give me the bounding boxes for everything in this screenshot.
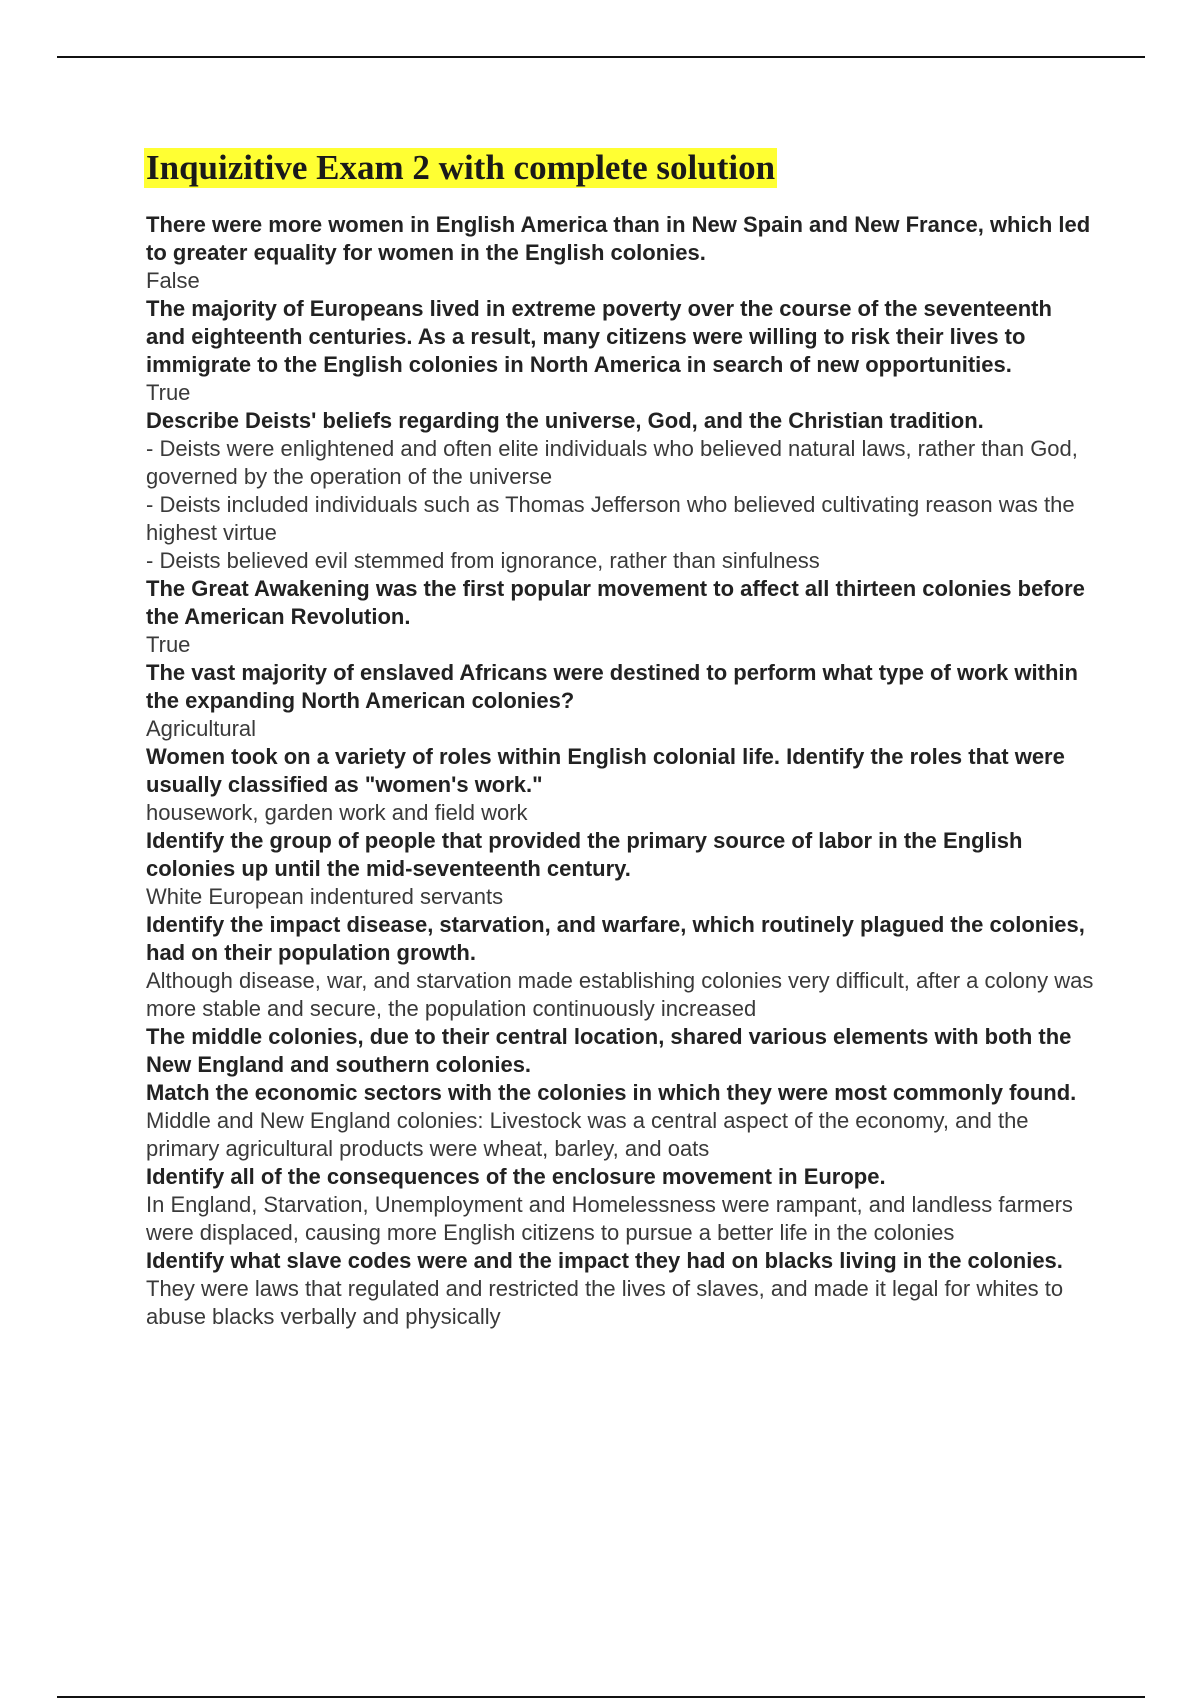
question-text: Women took on a variety of roles within English colonial life. Identify the roles that were usually classified as "women's work." (146, 744, 1065, 797)
answer-text: housework, garden work and field work (146, 800, 528, 825)
answer-text: Middle and New England colonies: Livestock was a central aspect of the economy, and the primary agricultural products were wheat, barley, and oats (146, 1108, 1029, 1161)
answer-text: - Deists believed evil stemmed from ignorance, rather than sinfulness (146, 548, 820, 573)
question-text: Identify all of the consequences of the enclosure movement in Europe. (146, 1164, 886, 1189)
question-text: Match the economic sectors with the colonies in which they were most commonly found. (146, 1080, 1077, 1105)
answer-text: In England, Starvation, Unemployment and Homelessness were rampant, and landless farmers were displaced, causing more English citizens to pursue a better life in the colonies (146, 1192, 1073, 1245)
question-text: Identify the impact disease, starvation, and warfare, which routinely plagued the colonies, had on their population growth. (146, 912, 1085, 965)
qa-list (146, 211, 1096, 1331)
question-text: The middle colonies, due to their central location, shared various elements with both the New England and southern colonies. (146, 1024, 1072, 1077)
answer-text: They were laws that regulated and restricted the lives of slaves, and made it legal for whites to abuse blacks verbally and physically (146, 1276, 1064, 1329)
question-text: Identify what slave codes were and the impact they had on blacks living in the colonies. (146, 1248, 1063, 1273)
question-text: The vast majority of enslaved Africans were destined to perform what type of work within the expanding North American colonies? (146, 660, 1078, 713)
answer-text: White European indentured servants (146, 884, 504, 909)
question-text: Identify the group of people that provided the primary source of labor in the English colonies up until the mid-seventeenth century. (146, 828, 1023, 881)
answer-text: Although disease, war, and starvation made establishing colonies very difficult, after a colony was more stable and secure, the population continuously increased (146, 968, 1094, 1021)
answer-text: Agricultural (146, 716, 257, 741)
document-title: Inquizitive Exam 2 with complete solution (146, 148, 776, 187)
answer-text: True (146, 632, 191, 657)
question-text: Describe Deists' beliefs regarding the universe, God, and the Christian tradition. (146, 408, 984, 433)
document-body (146, 148, 1096, 1331)
answer-text: - Deists included individuals such as Thomas Jefferson who believed cultivating reason was the highest virtue (146, 492, 1075, 545)
answer-text: False (146, 268, 200, 293)
question-text: The majority of Europeans lived in extreme poverty over the course of the seventeenth and eighteenth centuries. As a result, many citizens were willing to risk their lives to immigrate to the English colonies in North America in search of new opportunities. (146, 296, 1052, 377)
answer-text: True (146, 380, 191, 405)
answer-text: - Deists were enlightened and often elite individuals who believed natural laws, rather than God, governed by the operation of the universe (146, 436, 1078, 489)
question-text: There were more women in English America than in New Spain and New France, which led to greater equality for women in the English colonies. (146, 212, 1091, 265)
top-rule (57, 56, 1145, 58)
question-text: The Great Awakening was the first popular movement to affect all thirteen colonies before the American Revolution. (146, 576, 1085, 629)
bottom-rule (57, 1696, 1145, 1698)
